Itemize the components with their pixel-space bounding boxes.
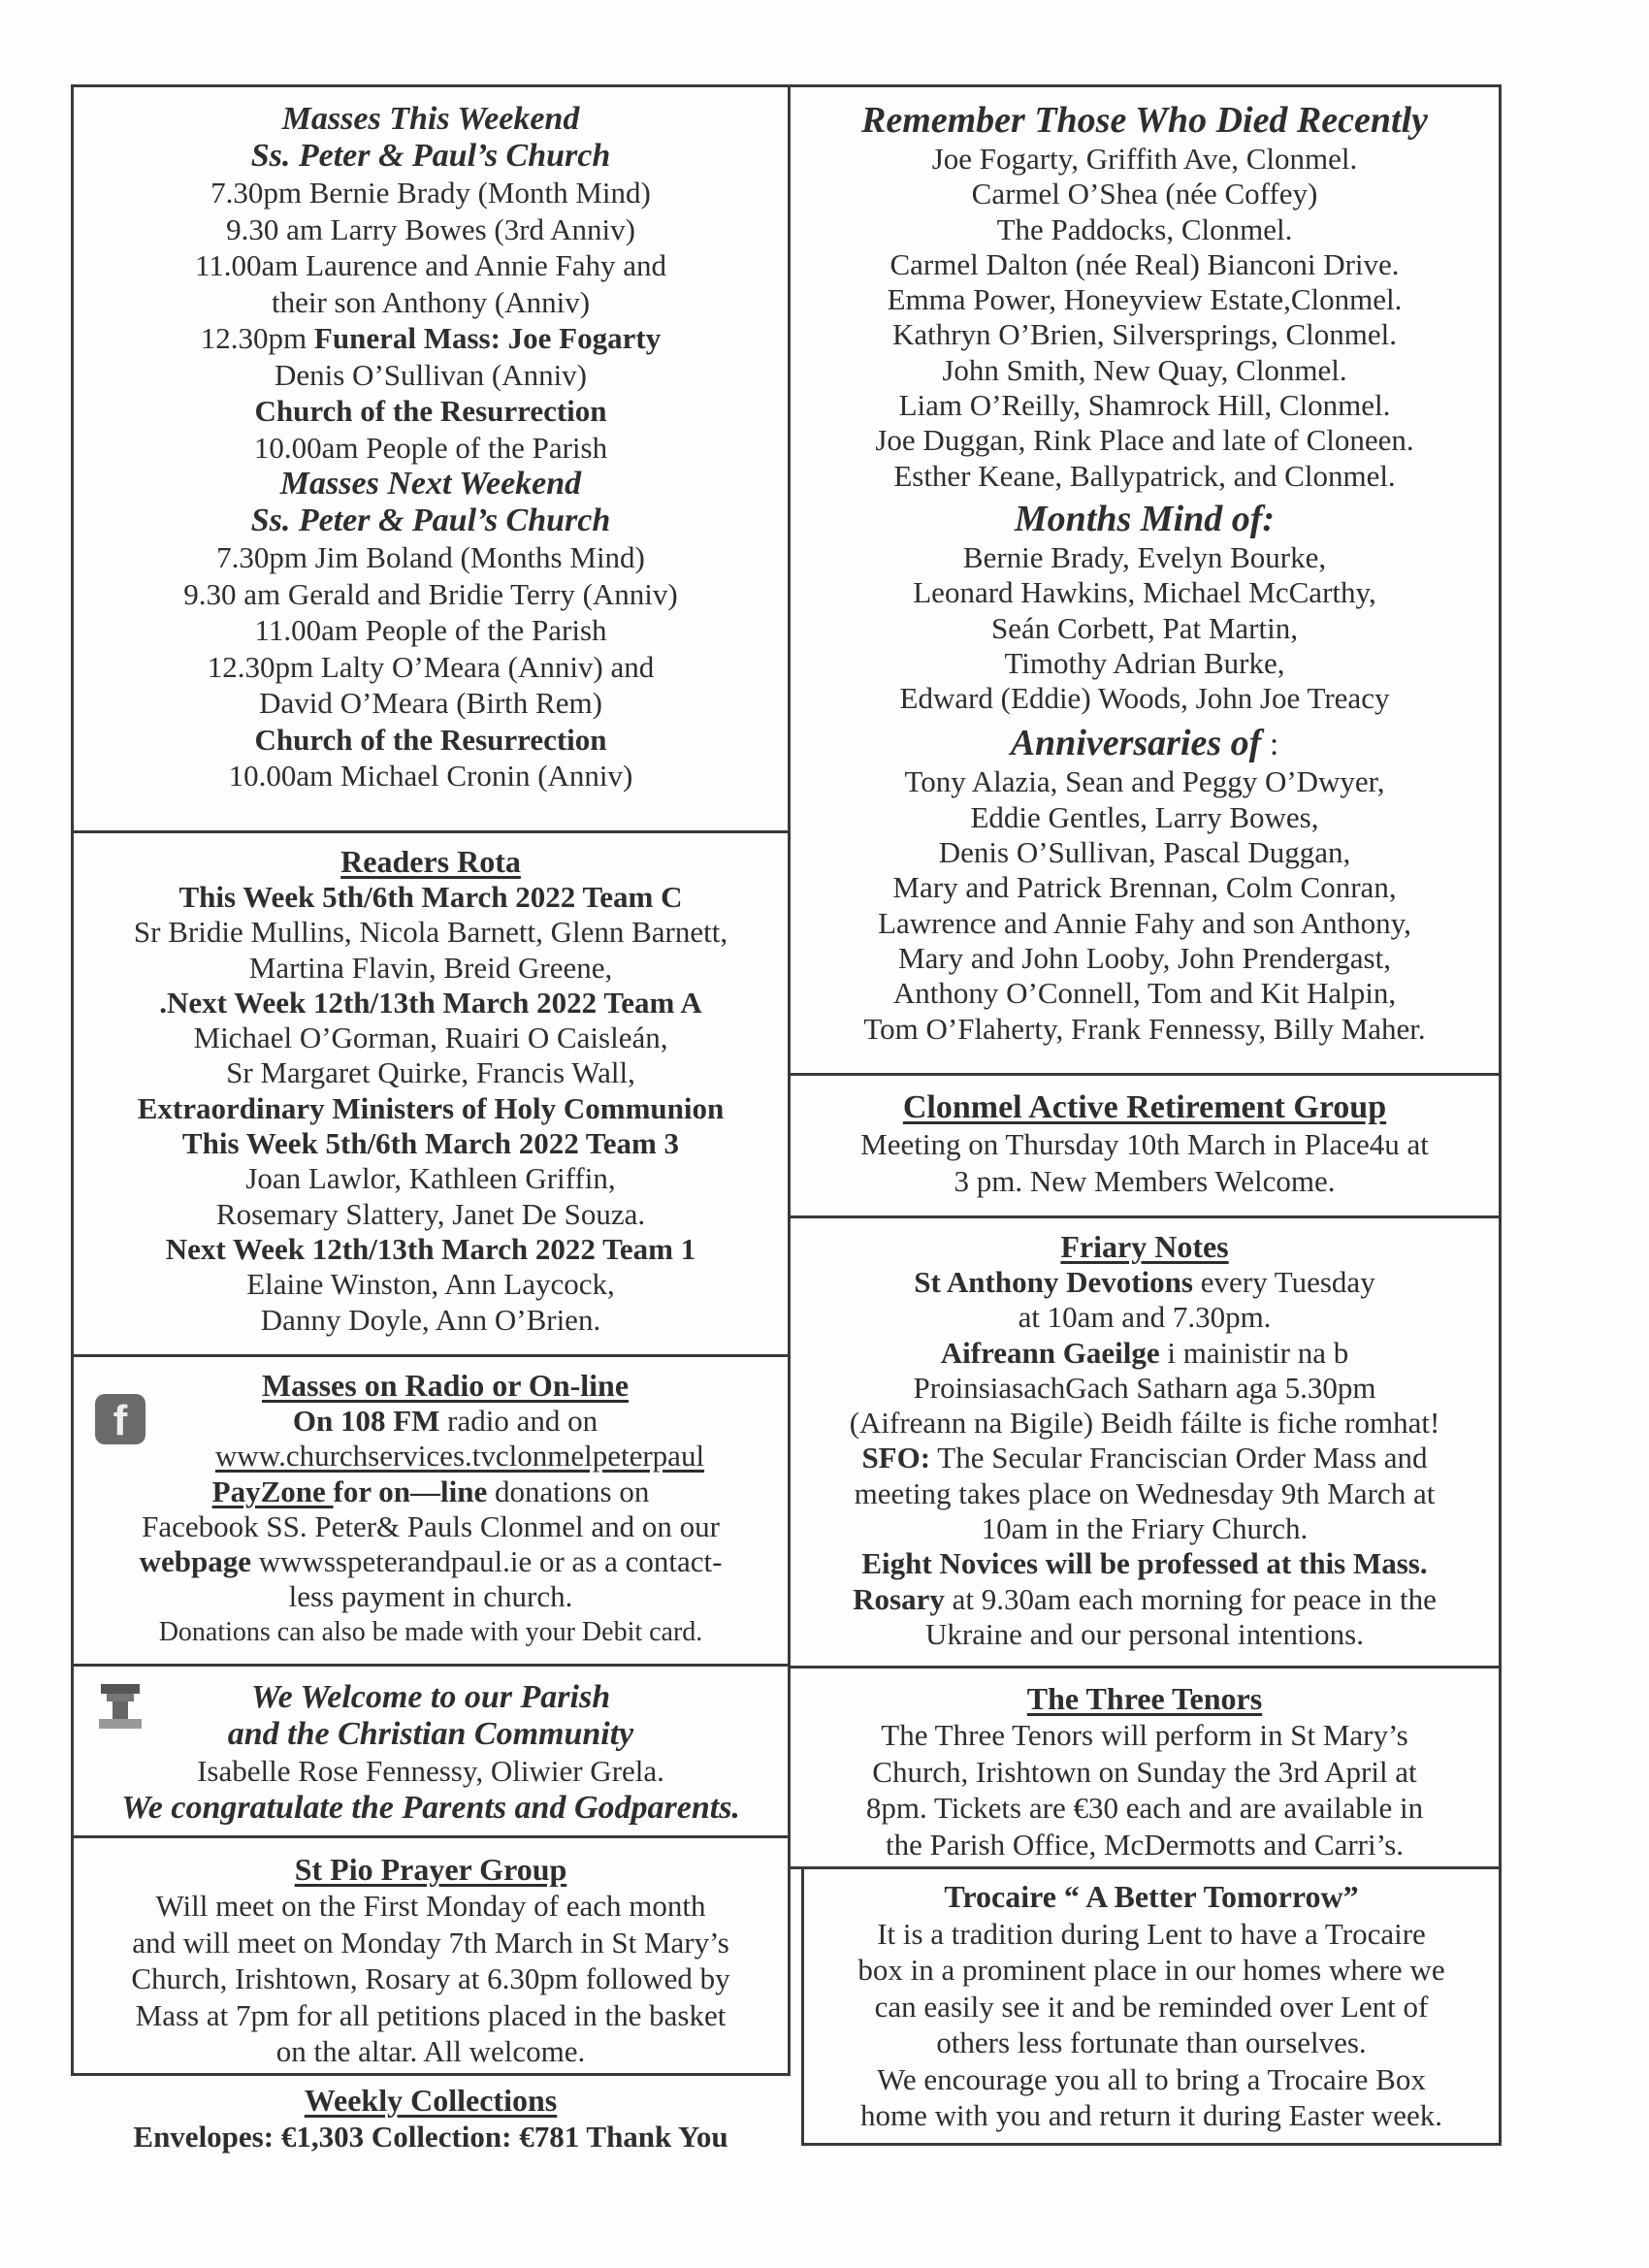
mass-line: their son Anthony (Anniv): [271, 284, 591, 319]
mass-line: Denis O’Sullivan (Anniv): [274, 357, 588, 392]
sfo-line-2: meeting takes place on Wednesday 9th March at: [854, 1475, 1436, 1510]
rota-heading: This Week 5th/6th March 2022 Team C: [178, 880, 683, 914]
deceased-line: John Smith, New Quay, Clonmel.: [942, 352, 1347, 387]
trocaire-line: box in a prominent place in our homes where we: [857, 1953, 1445, 1987]
anthony-times-line: at 10am and 7.30pm.: [1018, 1300, 1272, 1335]
radio-online-box: [71, 1354, 791, 1667]
trocaire-line: home with you and return it during Easter week.: [859, 2098, 1443, 2132]
anniversary-line: Anthony O’Connell, Tom and Kit Halpin,: [892, 976, 1397, 1011]
months-mind-line: Leonard Hawkins, Michael McCarthy,: [913, 575, 1376, 610]
rosary-line: Rosary at 9.30am each morning for peace in the: [853, 1581, 1437, 1616]
welcome-title-2: and the Christian Community: [227, 1716, 634, 1752]
collections-amounts: Envelopes: €1,303 Collection: €781 Thank You: [133, 2120, 728, 2154]
anthony-devotions-line: St Anthony Devotions every Tuesday: [914, 1265, 1375, 1299]
anniversary-line: Lawrence and Annie Fahy and son Anthony,: [878, 905, 1411, 940]
months-mind-line: Seán Corbett, Pat Martin,: [991, 610, 1298, 645]
church-peter-paul: Ss. Peter & Paul’s Church: [250, 138, 611, 174]
tenors-line: the Parish Office, McDermotts and Carri’s.: [885, 1827, 1405, 1862]
three-tenors-box: [788, 1666, 1502, 1869]
anniversary-line: Mary and John Looby, John Prendergast,: [898, 940, 1391, 975]
welcome-names: Isabelle Rose Fennessy, Oliwier Grela.: [197, 1754, 664, 1788]
churchservices-link[interactable]: www.churchservices.tvclonmelpeterpaul: [214, 1439, 705, 1474]
radio-title: Masses on Radio or On-line: [261, 1368, 630, 1403]
gaeilge-line: Aifreann Gaeilge i mainistir na b: [940, 1335, 1349, 1370]
mass-line: 9.30 am Larry Bowes (3rd Anniv): [226, 211, 635, 246]
gaeilge-line-3: (Aifreann na Bigile) Beidh fáilte is fiche romhat!: [849, 1406, 1440, 1441]
rota-names: Sr Bridie Mullins, Nicola Barnett, Glenn Barnett,: [133, 915, 728, 950]
radio-fm-line: On 108 FM radio and on: [292, 1404, 598, 1438]
rota-heading: .Next Week 12th/13th March 2022 Team A: [159, 985, 702, 1020]
sfo-line: SFO: The Secular Franciscian Order Mass and: [861, 1441, 1428, 1475]
died-recently-box: [788, 84, 1502, 1076]
anniversary-line: Denis O’Sullivan, Pascal Duggan,: [938, 835, 1351, 870]
died-recently-title: Remember Those Who Died Recently: [860, 100, 1428, 141]
masses-next-weekend-title: Masses Next Weekend: [279, 466, 582, 502]
readers-rota-title: Readers Rota: [340, 844, 521, 879]
baptismal-font-icon: [93, 1682, 147, 1733]
anniversary-line: Eddie Gentles, Larry Bowes,: [970, 799, 1319, 834]
mass-line: 7.30pm Bernie Brady (Month Mind): [210, 176, 651, 210]
anniversary-line: Tom O’Flaherty, Frank Fennessy, Billy Maher.: [863, 1011, 1426, 1046]
facebook-line: Facebook SS. Peter& Pauls Clonmel and on our: [142, 1508, 720, 1543]
deceased-line: Joe Duggan, Rink Place and late of Cloneen.: [875, 423, 1414, 458]
active-retirement-box: [788, 1073, 1502, 1218]
st-pio-box: [71, 1835, 791, 2076]
rota-heading: This Week 5th/6th March 2022 Team 3: [181, 1126, 680, 1161]
payment-line: less payment in church.: [288, 1579, 573, 1614]
mass-line: 10.00am People of the Parish: [253, 430, 608, 465]
welcome-box: [71, 1664, 791, 1838]
rota-heading: Next Week 12th/13th March 2022 Team 1: [165, 1231, 696, 1266]
mass-line: 10.00am Michael Cronin (Anniv): [228, 759, 633, 793]
ministers-title: Extraordinary Ministers of Holy Communion: [137, 1090, 725, 1125]
facebook-icon: f: [95, 1394, 146, 1444]
anniversary-line: Mary and Patrick Brennan, Colm Conran,: [892, 870, 1397, 905]
mass-line: 9.30 am Gerald and Bridie Terry (Anniv): [183, 576, 678, 611]
novices-line: Eight Novices will be professed at this Mass.: [861, 1546, 1428, 1581]
pio-line: Church, Irishtown, Rosary at 6.30pm followed by: [131, 1961, 730, 1995]
rota-names: Sr Margaret Quirke, Francis Wall,: [226, 1055, 635, 1090]
funeral-mass-line: 12.30pm Funeral Mass: Joe Fogarty: [200, 321, 662, 355]
friary-notes-title: Friary Notes: [1060, 1229, 1229, 1264]
welcome-title-1: We Welcome to our Parish: [250, 1679, 611, 1715]
readers-rota-box: [71, 830, 791, 1357]
trocaire-title: Trocaire “ A Better Tomorrow”: [944, 1879, 1359, 1914]
deceased-line: Joe Fogarty, Griffith Ave, Clonmel.: [931, 142, 1358, 176]
mass-line: 11.00am People of the Parish: [254, 613, 607, 647]
months-mind-title: Months Mind of:: [1014, 498, 1276, 539]
rota-names: Michael O’Gorman, Ruairi O Caisleán,: [193, 1021, 668, 1055]
months-mind-line: Edward (Eddie) Woods, John Joe Treacy: [899, 681, 1390, 716]
deceased-line: Kathryn O’Brien, Silversprings, Clonmel.: [891, 317, 1398, 352]
tenors-line: The Three Tenors will perform in St Mary’s: [881, 1718, 1408, 1752]
rota-names: Joan Lawlor, Kathleen Griffin,: [245, 1161, 616, 1196]
deceased-line: Carmel Dalton (née Real) Bianconi Drive.: [889, 246, 1400, 281]
trocaire-line: can easily see it and be reminded over Lent of: [874, 1989, 1429, 2024]
tenors-line: 8pm. Tickets are €30 each and are available in: [865, 1791, 1424, 1825]
webpage-line: webpage wwwsspeterandpaul.ie or as a contact-: [139, 1544, 723, 1579]
tenors-line: Church, Irishtown on Sunday the 3rd April at: [872, 1754, 1417, 1789]
deceased-line: Esther Keane, Ballypatrick, and Clonmel.: [893, 458, 1396, 493]
rota-names: Martina Flavin, Breid Greene,: [248, 950, 613, 985]
months-mind-line: Timothy Adrian Burke,: [1004, 645, 1285, 680]
pio-line: and will meet on Monday 7th March in St Mary’s: [132, 1925, 729, 1960]
deceased-line: Carmel O’Shea (née Coffey): [971, 177, 1318, 211]
congratulations-line: We congratulate the Parents and Godparents.: [121, 1789, 740, 1826]
months-mind-line: Bernie Brady, Evelyn Bourke,: [962, 539, 1327, 574]
trocaire-line: We encourage you all to bring a Trocaire Box: [877, 2061, 1426, 2096]
church-resurrection: Church of the Resurrection: [254, 394, 607, 428]
anniversary-line: Tony Alazia, Sean and Peggy O’Dwyer,: [904, 764, 1385, 799]
mass-line: David O’Meara (Birth Rem): [259, 686, 602, 720]
rota-names: Danny Doyle, Ann O’Brien.: [260, 1302, 601, 1337]
weekly-collections-title: Weekly Collections: [304, 2083, 558, 2118]
three-tenors-title: The Three Tenors: [1026, 1681, 1263, 1716]
sfo-line-3: 10am in the Friary Church.: [981, 1511, 1309, 1546]
st-pio-title: St Pio Prayer Group: [294, 1852, 567, 1887]
masses-this-weekend-title: Masses This Weekend: [281, 101, 580, 137]
church-resurrection-next: Church of the Resurrection: [254, 722, 607, 757]
friary-notes-box: [788, 1215, 1502, 1669]
retirement-line: 3 pm. New Members Welcome.: [954, 1163, 1336, 1198]
pio-line: Will meet on the First Monday of each month: [155, 1889, 706, 1923]
rosary-line-2: Ukraine and our personal intentions.: [925, 1616, 1364, 1651]
rota-names: Elaine Winston, Ann Laycock,: [246, 1267, 615, 1302]
mass-line: 12.30pm Lalty O’Meara (Anniv) and: [207, 649, 655, 684]
rota-names: Rosemary Slattery, Janet De Souza.: [215, 1196, 646, 1231]
anniversaries-title: Anniversaries of :: [1010, 723, 1279, 764]
trocaire-line: others less fortunate than ourselves.: [936, 2025, 1367, 2059]
mass-line: 11.00am Laurence and Annie Fahy and: [194, 248, 667, 282]
retirement-line: Meeting on Thursday 10th March in Place4u at: [860, 1127, 1429, 1161]
debit-card-line: Donations can also be made with your Debit card.: [158, 1616, 703, 1647]
deceased-line: Emma Power, Honeyview Estate,Clonmel.: [887, 282, 1403, 317]
deceased-line: The Paddocks, Clonmel.: [996, 211, 1293, 246]
gaeilge-line-2: ProinsiasachGach Satharn aga 5.30pm: [913, 1370, 1376, 1405]
church-peter-paul-next: Ss. Peter & Paul’s Church: [250, 502, 611, 538]
trocaire-box: [801, 1866, 1502, 2146]
mass-line: 7.30pm Jim Boland (Months Mind): [216, 540, 645, 574]
payzone-line: PayZone for on—line donations on: [211, 1474, 650, 1508]
deceased-line: Liam O’Reilly, Shamrock Hill, Clonmel.: [898, 388, 1391, 423]
active-retirement-title: Clonmel Active Retirement Group: [902, 1089, 1387, 1125]
pio-line: Mass at 7pm for all petitions placed in the basket: [135, 1997, 727, 2032]
pio-line: on the altar. All welcome.: [275, 2034, 586, 2068]
weekly-collections: [71, 2076, 791, 2155]
masses-box: [71, 84, 791, 833]
trocaire-line: It is a tradition during Lent to have a Trocaire: [877, 1916, 1426, 1951]
